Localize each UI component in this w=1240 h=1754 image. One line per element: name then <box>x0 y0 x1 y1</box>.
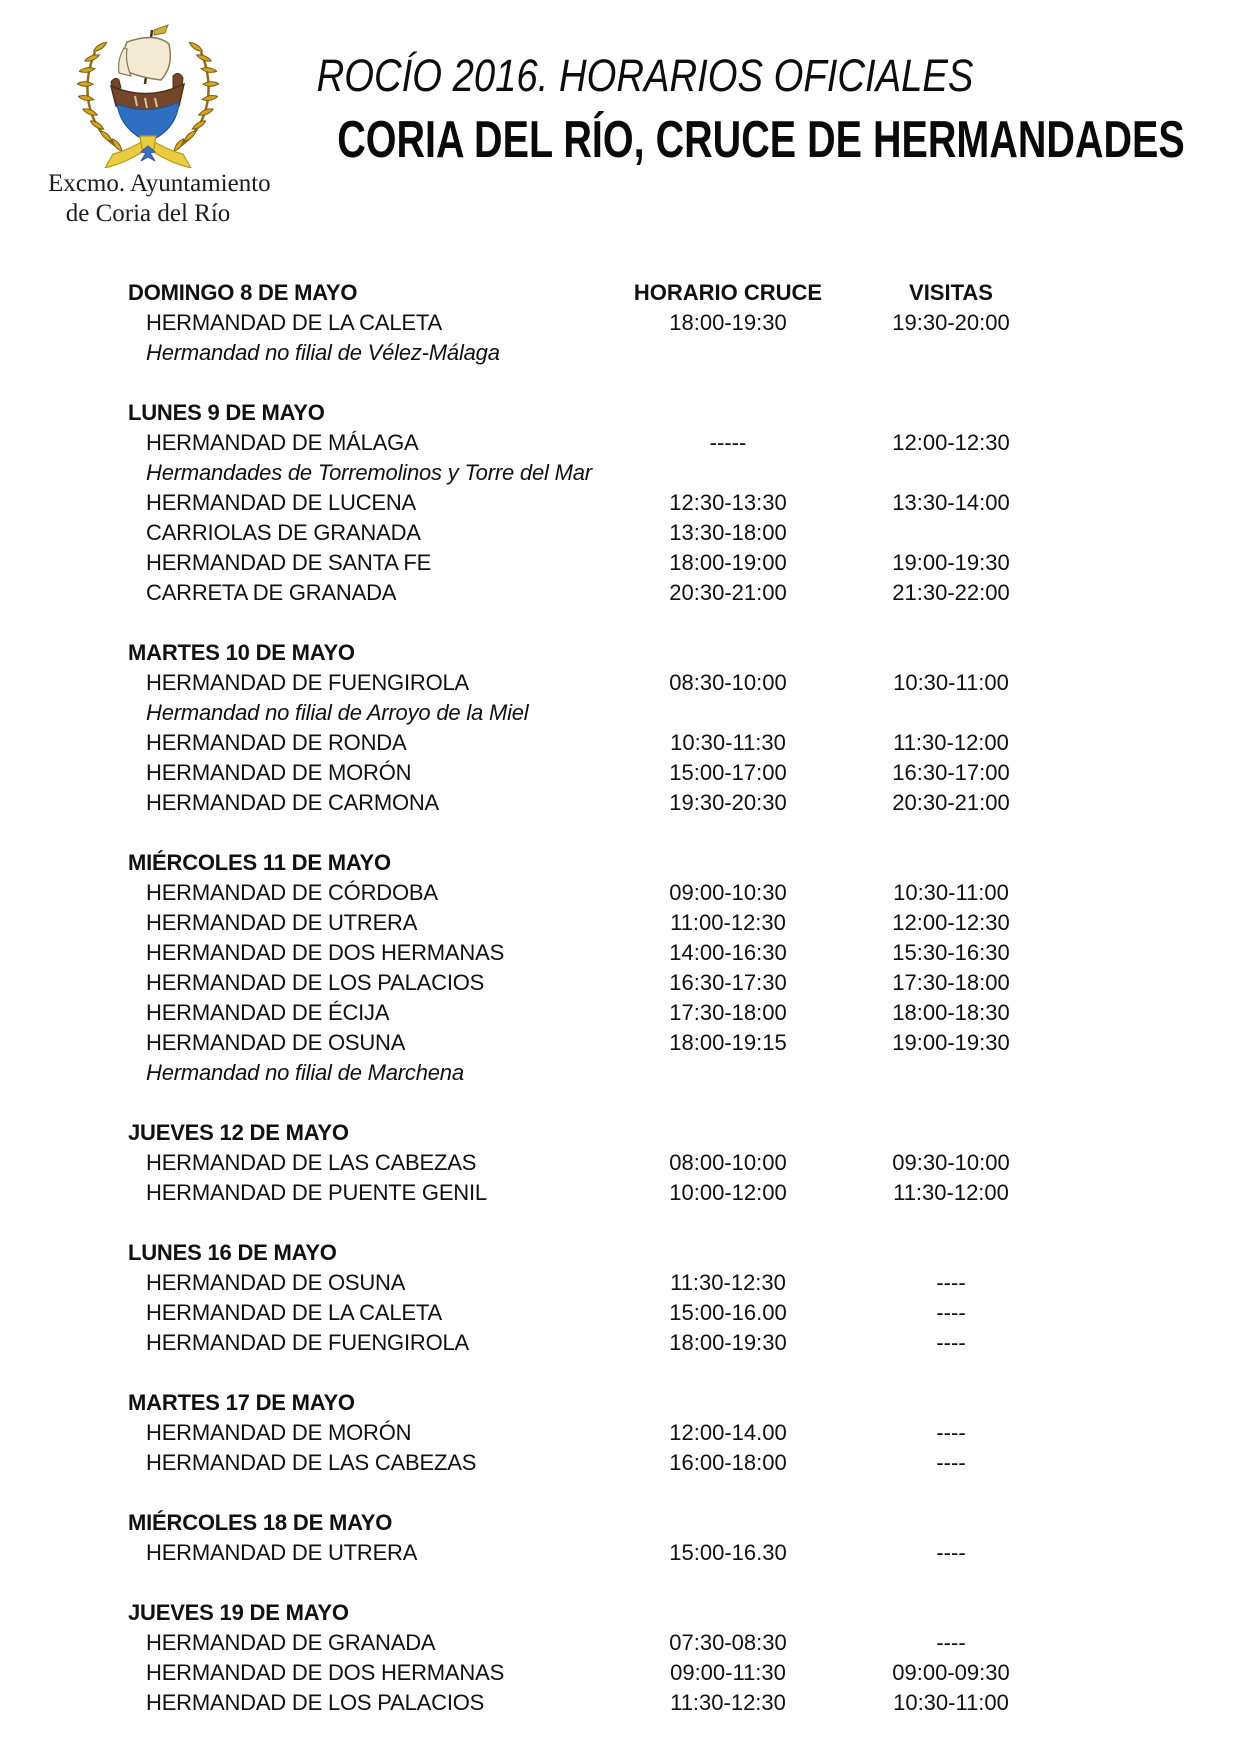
visitas-time: 18:00-18:30 <box>892 1000 1010 1025</box>
note-row <box>128 338 1148 368</box>
logo-org-line1: Excmo. Ayuntamiento <box>48 170 271 197</box>
hermandad-name: CARRIOLAS DE GRANADA <box>146 520 421 545</box>
hermandad-row <box>128 308 1148 338</box>
visitas-time: 15:30-16:30 <box>892 940 1010 965</box>
visitas-time: 10:30-11:00 <box>893 880 1009 905</box>
cruce-time: 11:00-12:30 <box>670 910 786 935</box>
cruce-time: 15:00-16.30 <box>669 1540 787 1565</box>
hermandad-name: HERMANDAD DE ÉCIJA <box>146 1000 390 1025</box>
day-section <box>128 1598 1148 1718</box>
hermandad-name: HERMANDAD DE LAS CABEZAS <box>146 1150 477 1175</box>
visitas-time: ---- <box>936 1540 966 1565</box>
hermandad-row <box>128 1658 1148 1688</box>
hermandad-row <box>128 1628 1148 1658</box>
visitas-time: ---- <box>936 1300 966 1325</box>
hermandad-row <box>128 788 1148 818</box>
hermandad-name: HERMANDAD DE OSUNA <box>146 1270 406 1295</box>
visitas-time: 09:30-10:00 <box>892 1150 1010 1175</box>
cruce-time: 12:30-13:30 <box>669 490 787 515</box>
day-section <box>128 1508 1148 1568</box>
cruce-time: 13:30-18:00 <box>669 520 787 545</box>
cruce-time: 20:30-21:00 <box>669 580 787 605</box>
hermandad-name: HERMANDAD DE RONDA <box>146 730 407 755</box>
visitas-time: 10:30-11:00 <box>893 670 1009 695</box>
cruce-time: 12:00-14.00 <box>669 1420 787 1445</box>
hermandad-row <box>128 908 1148 938</box>
day-section <box>128 848 1148 1088</box>
day-header-label: MARTES 17 DE MAYO <box>128 1390 355 1415</box>
hermandad-row <box>128 578 1148 608</box>
visitas-time: 13:30-14:00 <box>892 490 1010 515</box>
visitas-time: 12:00-12:30 <box>892 430 1010 455</box>
hermandad-name: HERMANDAD DE PUENTE GENIL <box>146 1180 487 1205</box>
cruce-time: ----- <box>709 430 747 455</box>
hermandad-row <box>128 998 1148 1028</box>
hermandad-name: HERMANDAD DE FUENGIROLA <box>146 1330 469 1355</box>
hermandad-row <box>128 1178 1148 1208</box>
cruce-time: 14:00-16:30 <box>669 940 787 965</box>
hermandad-note: Hermandad no filial de Vélez-Málaga <box>146 340 500 365</box>
cruce-time: 08:30-10:00 <box>669 670 787 695</box>
day-header-label: MARTES 10 DE MAYO <box>128 640 355 665</box>
hermandad-name: HERMANDAD DE CÓRDOBA <box>146 880 438 905</box>
visitas-time: 12:00-12:30 <box>892 910 1010 935</box>
day-header-row <box>128 1118 1148 1148</box>
visitas-time: 19:30-20:00 <box>892 310 1010 335</box>
hermandad-name: HERMANDAD DE LA CALETA <box>146 1300 442 1325</box>
day-header-row <box>128 398 1148 428</box>
cruce-time: 07:30-08:30 <box>669 1630 787 1655</box>
col-header-visitas: VISITAS <box>909 280 993 305</box>
note-row <box>128 458 1148 488</box>
ship-flag-icon <box>154 25 168 35</box>
hermandad-row <box>128 938 1148 968</box>
hermandad-row <box>128 728 1148 758</box>
hermandad-note: Hermandades de Torremolinos y Torre del Mar <box>146 460 592 485</box>
visitas-time: ---- <box>936 1270 966 1295</box>
visitas-time: 19:00-19:30 <box>892 1030 1010 1055</box>
day-header-label: JUEVES 12 DE MAYO <box>128 1120 349 1145</box>
hermandad-row <box>128 758 1148 788</box>
hermandad-name: HERMANDAD DE LUCENA <box>146 490 417 515</box>
hermandad-name: HERMANDAD DE DOS HERMANAS <box>146 1660 505 1685</box>
visitas-time: 20:30-21:00 <box>892 790 1010 815</box>
logo-org-line2: de Coria del Río <box>65 200 231 227</box>
cruce-time: 18:00-19:15 <box>669 1030 787 1055</box>
hermandad-row <box>128 1028 1148 1058</box>
hermandad-name: HERMANDAD DE DOS HERMANAS <box>146 940 505 965</box>
cruce-time: 16:30-17:30 <box>669 970 787 995</box>
hermandad-row <box>128 668 1148 698</box>
hermandad-row <box>128 1148 1148 1178</box>
visitas-time: 11:30-12:00 <box>893 1180 1009 1205</box>
hermandad-name: HERMANDAD DE LOS PALACIOS <box>146 970 485 995</box>
hermandad-row <box>128 1268 1148 1298</box>
visitas-time: ---- <box>936 1630 966 1655</box>
hermandad-row <box>128 1328 1148 1358</box>
hermandad-row <box>128 518 1148 548</box>
hermandad-name: HERMANDAD DE LAS CABEZAS <box>146 1450 477 1475</box>
day-section <box>128 398 1148 608</box>
day-section <box>128 278 1148 368</box>
note-row <box>128 1058 1148 1088</box>
day-section <box>128 1388 1148 1478</box>
hermandad-name: HERMANDAD DE FUENGIROLA <box>146 670 469 695</box>
cruce-time: 09:00-10:30 <box>669 880 787 905</box>
cruce-time: 19:30-20:30 <box>669 790 787 815</box>
cruce-time: 08:00-10:00 <box>669 1150 787 1175</box>
hermandad-name: HERMANDAD DE UTRERA <box>146 910 418 935</box>
day-header-label: JUEVES 19 DE MAYO <box>128 1600 349 1625</box>
day-header-label: LUNES 9 DE MAYO <box>128 400 325 425</box>
hermandad-row <box>128 1688 1148 1718</box>
hermandad-row <box>128 548 1148 578</box>
cruce-time: 10:30-11:30 <box>670 730 786 755</box>
cruce-time: 11:30-12:30 <box>670 1270 786 1295</box>
document-title: ROCÍO 2016. HORARIOS OFICIALES <box>316 50 974 101</box>
visitas-time: ---- <box>936 1330 966 1355</box>
hermandad-name: HERMANDAD DE GRANADA <box>146 1630 436 1655</box>
cruce-time: 11:30-12:30 <box>670 1690 786 1715</box>
day-section <box>128 638 1148 818</box>
visitas-time: 17:30-18:00 <box>892 970 1010 995</box>
hermandad-name: HERMANDAD DE LOS PALACIOS <box>146 1690 485 1715</box>
visitas-time: ---- <box>936 1420 966 1445</box>
hermandad-row <box>128 1538 1148 1568</box>
hermandad-note: Hermandad no filial de Arroyo de la Miel <box>146 700 529 725</box>
day-header-label: MIÉRCOLES 11 DE MAYO <box>128 850 391 875</box>
cruce-time: 18:00-19:30 <box>669 310 787 335</box>
cruce-time: 09:00-11:30 <box>670 1660 786 1685</box>
day-section <box>128 1118 1148 1208</box>
day-header-row <box>128 1598 1148 1628</box>
note-row <box>128 698 1148 728</box>
visitas-time: 19:00-19:30 <box>892 550 1010 575</box>
hermandad-name: HERMANDAD DE MORÓN <box>146 760 412 785</box>
cruce-time: 15:00-17:00 <box>669 760 787 785</box>
hermandad-note: Hermandad no filial de Marchena <box>146 1060 464 1085</box>
hermandad-row <box>128 1418 1148 1448</box>
visitas-time: 16:30-17:00 <box>892 760 1010 785</box>
schedule-table <box>128 278 1148 1718</box>
hermandad-row <box>128 878 1148 908</box>
day-header-row <box>128 278 1148 308</box>
day-header-label: LUNES 16 DE MAYO <box>128 1240 337 1265</box>
hermandad-name: HERMANDAD DE MÁLAGA <box>146 430 419 455</box>
day-section <box>128 1238 1148 1358</box>
cruce-time: 16:00-18:00 <box>669 1450 787 1475</box>
visitas-time: ---- <box>936 1450 966 1475</box>
hermandad-name: HERMANDAD DE LA CALETA <box>146 310 442 335</box>
hermandad-row <box>128 968 1148 998</box>
coria-del-rio-emblem-icon <box>55 18 241 168</box>
day-header-row <box>128 1508 1148 1538</box>
visitas-time: 09:00-09:30 <box>892 1660 1010 1685</box>
col-header-horario-cruce: HORARIO CRUCE <box>633 280 823 305</box>
cruce-time: 15:00-16.00 <box>669 1300 787 1325</box>
hermandad-row <box>128 488 1148 518</box>
cruce-time: 18:00-19:30 <box>669 1330 787 1355</box>
visitas-time: 21:30-22:00 <box>892 580 1010 605</box>
cruce-time: 17:30-18:00 <box>669 1000 787 1025</box>
day-header-label: DOMINGO 8 DE MAYO <box>128 280 358 305</box>
hermandad-name: HERMANDAD DE UTRERA <box>146 1540 418 1565</box>
hermandad-name: HERMANDAD DE CARMONA <box>146 790 440 815</box>
hermandad-row <box>128 1298 1148 1328</box>
day-header-row <box>128 1238 1148 1268</box>
hermandad-name: HERMANDAD DE SANTA FE <box>146 550 432 575</box>
cruce-time: 18:00-19:00 <box>669 550 787 575</box>
visitas-time: 11:30-12:00 <box>893 730 1009 755</box>
hermandad-name: CARRETA DE GRANADA <box>146 580 397 605</box>
day-header-row <box>128 1388 1148 1418</box>
day-header-row <box>128 848 1148 878</box>
hermandad-row <box>128 1448 1148 1478</box>
cruce-time: 10:00-12:00 <box>669 1180 787 1205</box>
municipal-logo <box>48 18 271 228</box>
hermandad-name: HERMANDAD DE OSUNA <box>146 1030 406 1055</box>
hermandad-row <box>128 428 1148 458</box>
day-header-row <box>128 638 1148 668</box>
ship-sails-icon <box>119 25 171 84</box>
visitas-time: 10:30-11:00 <box>893 1690 1009 1715</box>
document-subtitle: CORIA DEL RÍO, CRUCE DE HERMANDADES <box>337 111 1185 169</box>
day-header-label: MIÉRCOLES 18 DE MAYO <box>128 1510 393 1535</box>
hermandad-name: HERMANDAD DE MORÓN <box>146 1420 412 1445</box>
